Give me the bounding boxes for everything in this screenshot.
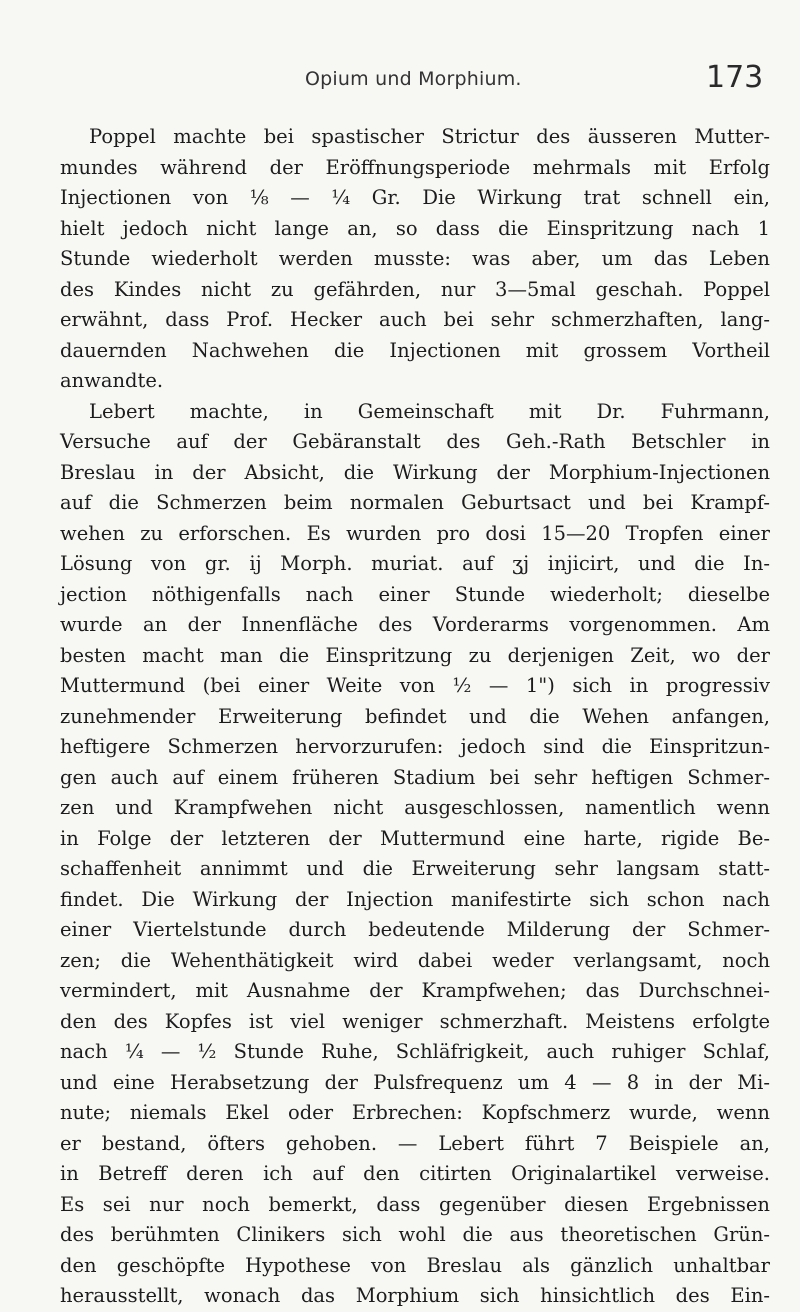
text-line: auf die Schmerzen beim normalen Geburtsact und bei Krampf- [60,491,770,514]
text-line: zen und Krampfwehen nicht ausgeschlossen, namentlich wenn [60,796,770,819]
text-line: heftigere Schmerzen hervorzurufen: jedoch sind die Einspritzun- [60,735,770,758]
body-text [60,122,770,1312]
text-line: Injectionen von ⅛ — ¼ Gr. Die Wirkung trat schnell ein, [60,186,770,209]
text-line: gen auch auf einem früheren Stadium bei sehr heftigen Schmer- [60,765,770,789]
text-line: nute; niemals Ekel oder Erbrechen: Kopfschmerz wurde, wenn [60,1101,770,1124]
text-line: Breslau in der Absicht, die Wirkung der Morphium-Injectionen [60,460,770,484]
page-header [0,60,800,110]
text-line: den geschöpfte Hypothese von Breslau als gänzlich unhaltbar [60,1253,770,1277]
text-line: nach ¼ — ½ Stunde Ruhe, Schläfrigkeit, auch ruhiger Schlaf, [60,1040,770,1063]
text-line: vermindert, mit Ausnahme der Krampfwehen; das Durchschnei- [60,979,770,1002]
text-line: Muttermund (bei einer Weite von ½ — 1") sich in progressiv [60,674,770,697]
text-line: anwandte. [60,369,164,392]
text-line: Versuche auf der Gebäranstalt des Geh.-Rath Betschler in [60,430,770,453]
page-number: 173 [706,60,764,95]
text-line: und eine Herabsetzung der Pulsfrequenz um 4 — 8 in der Mi- [60,1070,770,1094]
text-line: Lebert machte, in Gemeinschaft mit Dr. Fuhrmann, [89,399,770,423]
text-line: zen; die Wehenthätigkeit wird dabei weder verlangsamt, noch [60,948,770,972]
text-line: Stunde wiederholt werden musste: was aber, um das Leben [60,247,770,270]
text-line: mundes während der Eröffnungsperiode mehrmals mit Erfolg [60,155,770,179]
text-line: er bestand, öfters gehoben. — Lebert führt 7 Beispiele an, [60,1131,770,1155]
running-title: Opium und Morphium. [305,68,522,90]
text-line: in Betreff deren ich auf den citirten Originalartikel verweise. [60,1162,770,1185]
text-line: des Kindes nicht zu gefährden, nur 3—5mal geschah. Poppel [60,277,770,301]
text-line: schaffenheit annimmt und die Erweiterung sehr langsam statt- [60,857,770,880]
text-line: besten macht man die Einspritzung zu derjenigen Zeit, wo der [60,643,770,667]
text-line: jection nöthigenfalls nach einer Stunde wiederholt; dieselbe [60,582,770,606]
text-line: einer Viertelstunde durch bedeutende Milderung der Schmer- [60,918,770,941]
text-line: dauernden Nachwehen die Injectionen mit grossem Vortheil [60,338,770,362]
text-line: wehen zu erforschen. Es wurden pro dosi 15—20 Tropfen einer [60,521,770,545]
text-line: erwähnt, dass Prof. Hecker auch bei sehr schmerzhaften, lang- [60,308,770,331]
text-line: Es sei nur noch bemerkt, dass gegenüber diesen Ergebnissen [60,1192,770,1216]
text-line: des berühmten Clinikers sich wohl die aus theoretischen Grün- [60,1223,770,1246]
text-line: findet. Die Wirkung der Injection manifestirte sich schon nach [60,887,770,911]
text-line: zunehmender Erweiterung befindet und die Wehen anfangen, [60,704,770,728]
text-line: den des Kopfes ist viel weniger schmerzhaft. Meistens erfolgte [60,1009,770,1033]
text-line: herausstellt, wonach das Morphium sich hinsichtlich des Ein- [60,1284,770,1307]
text-line: hielt jedoch nicht lange an, so dass die Einspritzung nach 1 [60,216,770,240]
text-line: Lösung von gr. ij Morph. muriat. auf ʒj injicirt, und die In- [60,552,770,575]
text-line: wurde an der Innenfläche des Vorderarms vorgenommen. Am [60,613,770,636]
text-line: in Folge der letzteren der Muttermund eine harte, rigide Be- [60,826,770,850]
text-line: Poppel machte bei spastischer Strictur des äusseren Mutter- [89,125,770,148]
